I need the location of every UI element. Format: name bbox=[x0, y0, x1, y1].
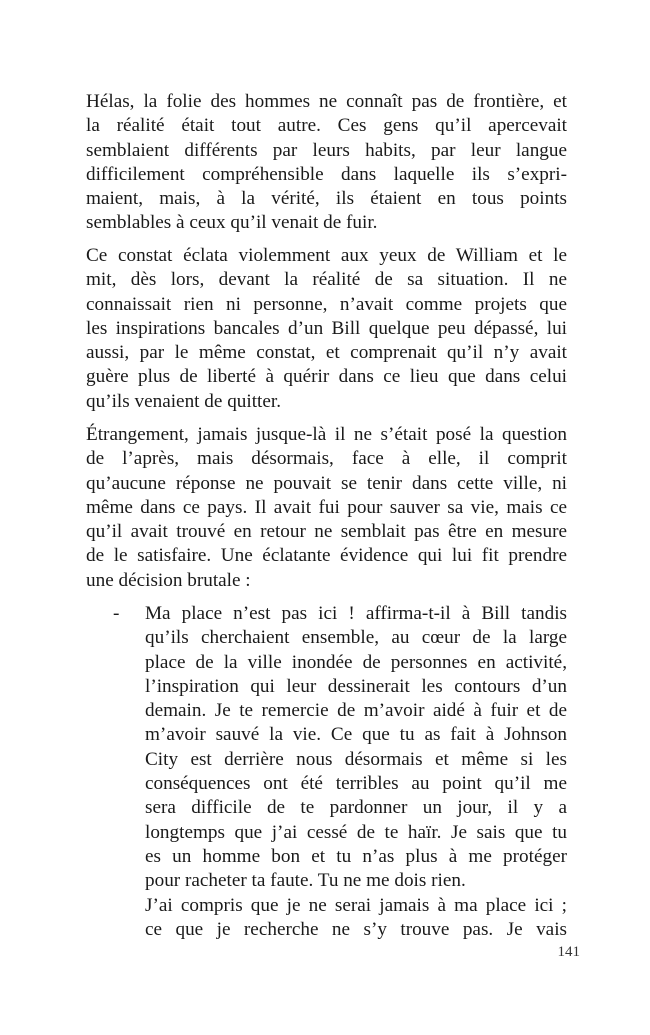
text-line: de l’après, mais désormais, face à elle, il comprit bbox=[86, 448, 567, 470]
text-line: longtemps que j’ai cessé de te haïr. Je sais que tu bbox=[145, 821, 567, 843]
text-line: semblables à ceux qu’il venait de fuir. bbox=[86, 212, 378, 234]
text-line: Ce constat éclata violemment aux yeux de William et le bbox=[86, 245, 567, 266]
text-line: une décision brutale : bbox=[86, 569, 251, 591]
text-line: demain. Je te remercie de m’avoir aidé à fuir et de bbox=[145, 700, 567, 722]
text-line: semblaient différents par leurs habits, par leur langue bbox=[86, 139, 567, 161]
text-line: place de la ville inondée de personnes en activité, bbox=[145, 651, 567, 673]
text-line: la réalité était tout autre. Ces gens qu’il apercevait bbox=[86, 115, 567, 137]
text-line: pour racheter ta faute. Tu ne me dois rien. bbox=[145, 870, 466, 892]
text-line: les inspirations bancales d’un Bill quelque peu dépassé, lui bbox=[86, 317, 567, 339]
text-line: mit, dès lors, devant la réalité de sa situation. Il ne bbox=[86, 269, 567, 291]
dialogue-paragraph bbox=[145, 602, 567, 942]
text-line: J’ai compris que je ne serai jamais à ma place ici ; bbox=[145, 894, 567, 916]
text-line: sera difficile de te pardonner un jour, il y a bbox=[145, 797, 567, 819]
text-line: qu’il avait trouvé en retour ne semblait pas être en mesure bbox=[86, 521, 567, 543]
text-line: es un homme bon et tu n’as plus à me protéger bbox=[145, 845, 567, 867]
text-line: guère plus de liberté à quérir dans ce lieu que dans celui bbox=[86, 366, 567, 388]
dialogue-dash: - bbox=[113, 603, 120, 624]
text-line: qu’ils venaient de quitter. bbox=[86, 390, 282, 412]
text-line: City est derrière nous désormais et même si les bbox=[145, 748, 567, 770]
text-line: qu’aucune réponse ne pouvait se tenir dans cette ville, ni bbox=[86, 472, 567, 494]
text-line: Étrangement, jamais jusque-là il ne s’était posé la question bbox=[86, 424, 567, 445]
text-line: difficilement compréhensible dans laquelle ils s’expri- bbox=[86, 163, 567, 185]
text-line: qu’ils cherchaient ensemble, au cœur de la large bbox=[145, 627, 567, 649]
text-line: l’inspiration qui leur dessinerait les contours d’un bbox=[145, 675, 567, 697]
text-line: de le satisfaire. Une éclatante évidence qui lui fit prendre bbox=[86, 545, 567, 567]
text-line: même dans ce pays. Il avait fui pour sauver sa vie, mais ce bbox=[86, 496, 567, 518]
paragraph-2 bbox=[86, 244, 567, 414]
text-line: Hélas, la folie des hommes ne connaît pas de frontière, et bbox=[86, 91, 567, 112]
text-line: Ma place n’est pas ici ! affirma-t-il à Bill tandis bbox=[145, 603, 567, 624]
page-number: 141 bbox=[557, 944, 580, 960]
paragraph-3 bbox=[86, 423, 567, 593]
text-line: aussi, par le même constat, et comprenait qu’il n’y avait bbox=[86, 342, 567, 364]
text-line: conséquences ont été terribles au point qu’il me bbox=[145, 773, 567, 795]
text-line: m’avoir sauvé la vie. Ce que tu as fait à Johnson bbox=[145, 724, 567, 746]
text-line: ce que je recherche ne s’y trouve pas. Je vais bbox=[145, 918, 567, 940]
paragraph-1 bbox=[86, 90, 567, 236]
text-line: connaissait rien ni personne, n’avait comme projets que bbox=[86, 293, 567, 315]
text-line: maient, mais, à la vérité, ils étaient en tous points bbox=[86, 188, 567, 210]
